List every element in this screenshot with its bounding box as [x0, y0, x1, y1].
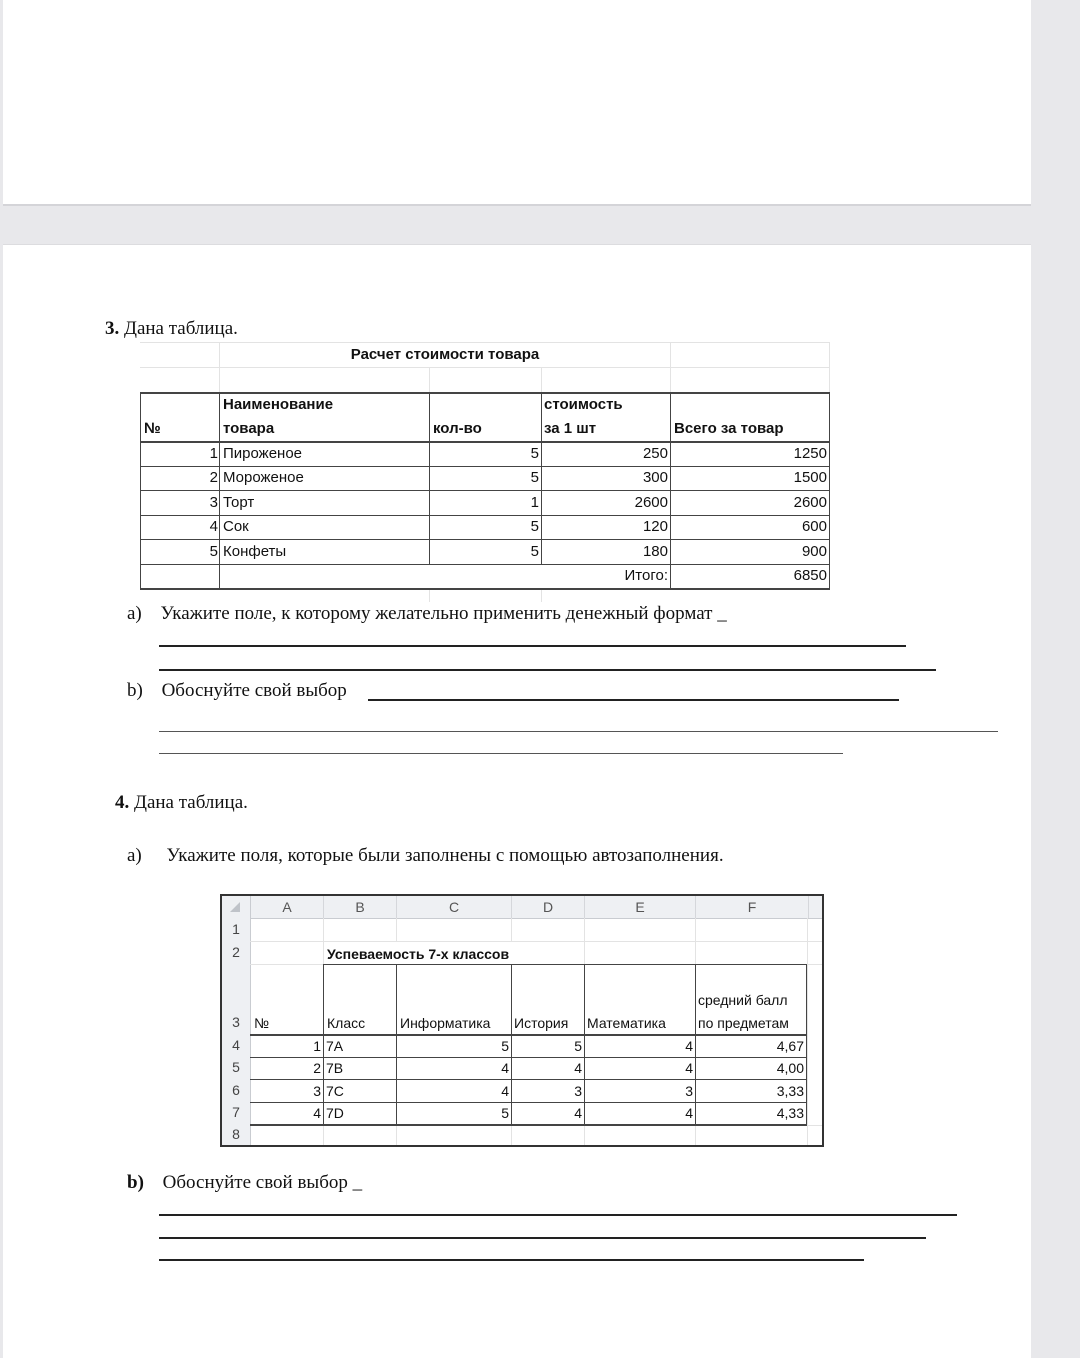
row-class: 7A: [326, 1038, 344, 1054]
column-header-b[interactable]: B: [324, 896, 397, 918]
q3-question-a: [127, 603, 727, 625]
row-avg: 4,67: [776, 1038, 804, 1054]
row-math: 4: [685, 1060, 693, 1076]
row-price: 2600: [634, 494, 668, 511]
row-qty: 5: [530, 469, 539, 486]
header-avg-2: по предметам: [698, 1015, 789, 1031]
answer-line[interactable]: [159, 731, 998, 732]
q4-heading: [115, 792, 248, 814]
row-math: 4: [685, 1038, 693, 1054]
column-header-f[interactable]: F: [696, 896, 809, 918]
row-avg: 3,33: [776, 1083, 804, 1099]
q3-heading: [105, 318, 238, 340]
answer-line[interactable]: [159, 753, 843, 754]
row-header-3[interactable]: 3: [232, 1014, 240, 1030]
q3-b-label: b): [127, 680, 143, 701]
row-name: Конфеты: [223, 543, 287, 560]
q4-question-b: [127, 1172, 362, 1194]
answer-line[interactable]: [159, 1237, 926, 1239]
row-math: 3: [685, 1083, 693, 1099]
row-qty: 1: [530, 494, 539, 511]
row-history: 5: [574, 1038, 582, 1054]
row-total: 2600: [793, 494, 827, 511]
answer-line[interactable]: [159, 669, 936, 671]
q4-question-a: [127, 845, 724, 867]
row-num: 4: [209, 518, 218, 535]
row-avg: 4,00: [776, 1060, 804, 1076]
q3-question-b: [127, 680, 347, 702]
row-history: 4: [574, 1105, 582, 1121]
row-num: 2: [313, 1060, 321, 1076]
row-informatics: 4: [501, 1060, 509, 1076]
column-header-d[interactable]: D: [512, 896, 585, 918]
q4-title: Дана таблица.: [134, 792, 248, 813]
row-name: Торт: [223, 494, 255, 511]
row-header-8[interactable]: 8: [232, 1126, 240, 1142]
row-num: 4: [313, 1105, 321, 1121]
total-label: Итого:: [624, 567, 668, 584]
answer-line[interactable]: [159, 1214, 957, 1216]
header-qty: кол-во: [433, 420, 482, 437]
row-price: 300: [642, 469, 668, 486]
row-num: 2: [209, 469, 218, 486]
header-total: Всего за товар: [674, 420, 784, 437]
row-header-7[interactable]: 7: [232, 1104, 240, 1120]
row-qty: 5: [530, 445, 539, 462]
header-price-2: за 1 шт: [544, 420, 597, 437]
q4-b-label: b): [127, 1172, 144, 1193]
row-header-2[interactable]: 2: [232, 944, 240, 960]
column-header-a[interactable]: A: [251, 896, 324, 918]
row-total: 600: [801, 518, 827, 535]
header-name-2: товара: [223, 420, 275, 437]
row-class: 7B: [326, 1060, 344, 1076]
row-informatics: 4: [501, 1083, 509, 1099]
q3-a-label: a): [127, 603, 142, 624]
column-header-e[interactable]: E: [585, 896, 696, 918]
q3-number: 3.: [105, 318, 120, 339]
row-name: Мороженое: [223, 469, 304, 486]
q3-b-text: Обоснуйте свой выбор: [161, 680, 347, 701]
row-num: 3: [313, 1083, 321, 1099]
row-num: 1: [209, 445, 218, 462]
header-informatics: Информатика: [400, 1015, 491, 1031]
row-price: 250: [642, 445, 668, 462]
row-total: 1500: [793, 469, 827, 486]
row-math: 4: [685, 1105, 693, 1121]
row-price: 180: [642, 543, 668, 560]
row-header-5[interactable]: 5: [232, 1059, 240, 1075]
sheet-caption: Успеваемость 7-х классов: [327, 946, 510, 962]
header-history: История: [514, 1015, 569, 1031]
row-name: Пироженое: [223, 445, 303, 462]
column-header-c[interactable]: C: [397, 896, 512, 918]
row-header-4[interactable]: 4: [232, 1037, 240, 1053]
header-math: Математика: [587, 1015, 666, 1031]
row-qty: 5: [530, 518, 539, 535]
total-value: 6850: [793, 567, 827, 584]
row-num: 1: [313, 1038, 321, 1054]
row-informatics: 5: [501, 1105, 509, 1121]
grades-spreadsheet: [220, 894, 824, 1147]
row-informatics: 5: [501, 1038, 509, 1054]
header-num: №: [254, 1015, 270, 1031]
answer-line[interactable]: [159, 1259, 864, 1261]
row-class: 7D: [326, 1105, 344, 1121]
select-all-corner-icon[interactable]: [230, 902, 240, 912]
answer-line[interactable]: [368, 699, 899, 701]
row-avg: 4,33: [776, 1105, 804, 1121]
q4-a-text: Укажите поля, которые были заполнены с помощью автозаполнения.: [166, 845, 724, 866]
header-name-1: Наименование: [223, 396, 334, 413]
header-class: Класс: [327, 1015, 366, 1031]
q4-number: 4.: [115, 792, 130, 813]
previous-page: [3, 0, 1031, 206]
row-total: 1250: [793, 445, 827, 462]
header-price-1: стоимость: [544, 396, 623, 413]
answer-line[interactable]: [159, 645, 906, 647]
row-header-6[interactable]: 6: [232, 1082, 240, 1098]
row-num: 3: [209, 494, 218, 511]
row-history: 3: [574, 1083, 582, 1099]
row-class: 7C: [326, 1083, 344, 1099]
q3-a-text: Укажите поле, к которому желательно применить денежный формат _: [160, 603, 727, 624]
q4-b-text: Обоснуйте свой выбор _: [162, 1172, 363, 1193]
header-num: №: [144, 420, 161, 437]
row-name: Сок: [223, 518, 249, 535]
row-header-1[interactable]: 1: [232, 921, 240, 937]
row-num: 5: [209, 543, 218, 560]
row-history: 4: [574, 1060, 582, 1076]
row-qty: 5: [530, 543, 539, 560]
q3-title: Дана таблица.: [124, 318, 238, 339]
table-caption: Расчет стоимости товара: [350, 346, 540, 363]
q4-a-label: a): [127, 845, 142, 866]
row-total: 900: [801, 543, 827, 560]
row-price: 120: [642, 518, 668, 535]
header-avg-1: средний балл: [698, 992, 788, 1008]
